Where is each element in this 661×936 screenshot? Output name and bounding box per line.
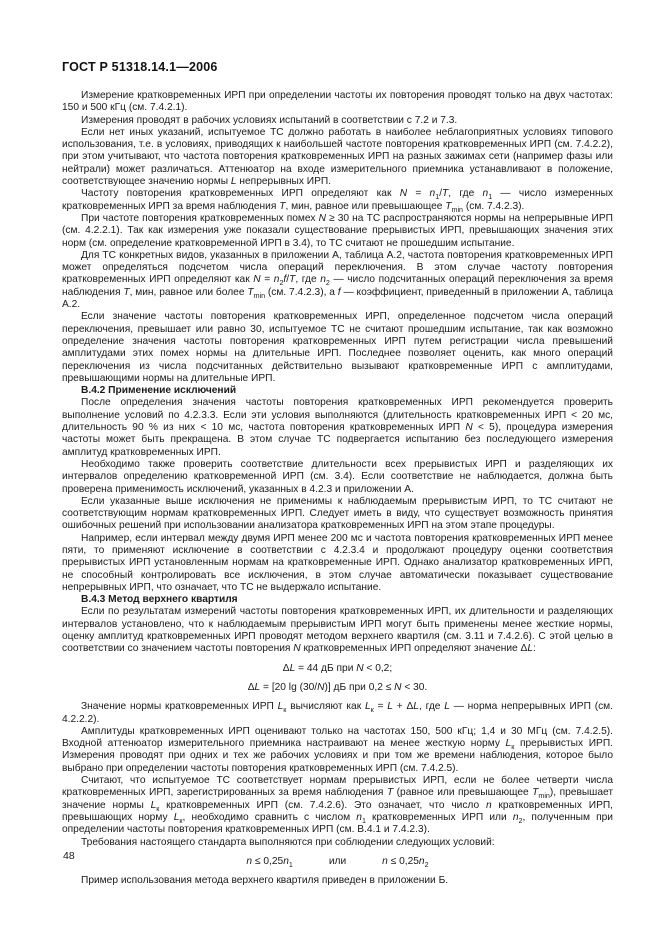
- paragraph: Значение нормы кратковременных ИРП $L_к$ вычисляют как $L_к = L + \Delta L$, где L — норма непрерывных ИРП (см. 4.2.2.2).: [62, 701, 614, 725]
- paragraph: Необходимо также проверить соответствие длительности всех прерывистых ИРП и разделяющих их интервалов определению кратковременной ИРП (см. 3.4). Если соответствие не наблюдается, должна быть проверена применимость исключений, указанных в 4.2.3 и приложении А.: [62, 458, 613, 495]
- section-heading: В.4.3 Метод верхнего квартиля: [81, 594, 238, 606]
- formula: ΔL = 44 дБ при N < 0,2;: [282, 662, 393, 674]
- formula: $n \le 0,25n_1$ или $n \le 0,25n_2$: [246, 855, 429, 869]
- formula: ΔL = [20 lg (30/N)] дБ при 0,2 ≤ N < 30.: [247, 681, 428, 693]
- paragraph: Если нет иных указаний, испытуемое ТС должно работать в наиболее неблагоприятных условиях типового использования, т.е. в условиях, приводящих к наибольшей частоте повторения кратковременных ИРП (см. 7.4.2.2), при этом учитывают, что частота повторения кратковременных ИРП на разных зажимах сети (например фазы или нейтрали) может различаться. Аттенюатор на входе измерительного приемника устанавливают в положение, соответствующее значению нормы L непрерывных ИРП.: [62, 126, 613, 188]
- paragraph: Если указанные выше исключения не применимы к наблюдаемым прерывистым ИРП, то ТС считают не соответствующим нормам кратковременных ИРП. Следует иметь в виду, что существует возможность принятия ошибочных решений при использовании анализатора кратковременных ИРП на этом этапе процедуры.: [62, 495, 613, 532]
- paragraph: При частоте повторения кратковременных помех N ≥ 30 на ТС распространяются нормы на непрерывные ИРП (см. 4.2.2.1). Так как измерения уже показали существование прерывистых ИРП, превышающих значения этих норм (см. определение кратковременной ИРП в 3.4), то ТС считают не прошедшим испытание.: [62, 212, 613, 249]
- paragraph: Если значение частоты повторения кратковременных ИРП, определенное подсчетом числа операций переключения, превышает или равно 30, испытуемое ТС не считают прошедшим испытание, так как возможно определение значения частоты повторения кратковременных ИРП путем регистрации числа превышений амплитудами этих помех нормы на длительные ИРП. Последнее позволяет оценить, как много операций переключения из числа подсчитанных действительно вызывают кратковременные ИРП с амплитудами, превышающими нормы на длительные ИРП.: [62, 311, 613, 384]
- paragraph: Если по результатам измерений частоты повторения кратковременных ИРП, их длительности и разделяющих интервалов установлено, что к наблюдаемым прерывистым ИРП могут быть применены менее жесткие нормы, оценку амплитуд кратковременных ИРП проводят методом верхнего квартиля (см. 3.11 и 7.4.2.6). С этой целью в соответствии со значением частоты повторения N кратковременных ИРП определяют значение ΔL:: [62, 606, 613, 655]
- paragraph: Для ТС конкретных видов, указанных в приложении А, таблица А.2, частота повторения кратковременных ИРП может определяться подсчетом числа операций переключения. В этом случае частоту повторения кратковременных ИРП определяют как $N = n_2f/T$, где $n_2$ — число подсчитанных операций переключения за время наблюдения T, мин, равное или более $T_{min}$ (см. 7.4.2.3), а f — коэффициент, приведенный в приложении А, таблица А.2.: [62, 249, 614, 311]
- paragraph: Считают, что испытуемое ТС соответствует нормам прерывистых ИРП, если не более четверти числа кратковременных ИРП, зарегистрированных за время наблюдения T (равное или превышающее $T_{min}$), превышает значение нормы $L_к$ кратковременных ИРП (см. 7.4.2.6). Это означает, что число n кратковременных ИРП, превышающих норму $L_к$, необходимо сравнить с числом $n_1$ кратковременных ИРП или $n_2$, полученным при определении частоты повторения кратковременных ИРП (см. В.4.1 и 7.4.2.3).: [62, 775, 614, 836]
- paragraph: Например, если интервал между двумя ИРП менее 200 мс и частота повторения кратковременных ИРП менее пяти, то применяют исключение в соответствии с 4.2.3.4 и продолжают процедуру оценки соответствия прерывистых ИРП установленным нормам на кратковременные ИРП. Однако анализатор кратковременных ИРП, не способный контролировать все исключения, в этом случае автоматически показывает существование непрерывных ИРП, что означает, что ТС не выдержало испытание.: [62, 532, 613, 593]
- paragraph: Требования настоящего стандарта выполняются при соблюдении следующих условий:: [81, 836, 495, 848]
- document-body: [62, 90, 613, 887]
- paragraph: Измерение кратковременных ИРП при определении частоты их повторения проводят только на двух частотах: 150 и 500 кГц (см. 7.4.2.1).: [62, 90, 613, 114]
- paragraph: После определения значения частоты повторения кратковременных ИРП рекомендуется проверить выполнение условий по 4.2.3.3. Если эти условия выполняются (длительность кратковременных ИРП < 20 мс, длительность 90 % из них < 10 мс, частота повторения кратковременных ИРП N < 5), процедура измерения частоты может быть прекращена. В этом случае ТС подвергается испытанию без последующего измерения амплитуд кратковременных ИРП.: [62, 397, 613, 458]
- paragraph: Частоту повторения кратковременных ИРП определяют как $N = n_1/T$, где $n_1$ — число измеренных кратковременных ИРП за время наблюдения T, мин, равное или превышающее $T_{min}$ (см. 7.4.2.3).: [62, 188, 613, 214]
- paragraph: Измерения проводят в рабочих условиях испытаний в соответствии с 7.2 и 7.3.: [81, 114, 458, 126]
- section-heading: В.4.2 Применение исключений: [81, 385, 237, 397]
- paragraph: Амплитуды кратковременных ИРП оценивают только на частотах 150, 500 кГц; 1,4 и 30 МГц (см. 7.4.2.5). Входной аттенюатор измерительного приемника настраивают на менее жесткую норму $L_к$ прерывистых ИРП. Измерения проводят при одних и тех же рабочих условиях и при том же времени наблюдения, которое было выбрано при определении частоты повторения кратковременных ИРП (см. 7.4.2.5).: [62, 725, 613, 774]
- document-header: ГОСТ Р 51318.14.1—2006: [62, 60, 218, 74]
- page-number: 48: [63, 850, 75, 862]
- paragraph: Пример использования метода верхнего квартиля приведен в приложении Б.: [81, 875, 449, 887]
